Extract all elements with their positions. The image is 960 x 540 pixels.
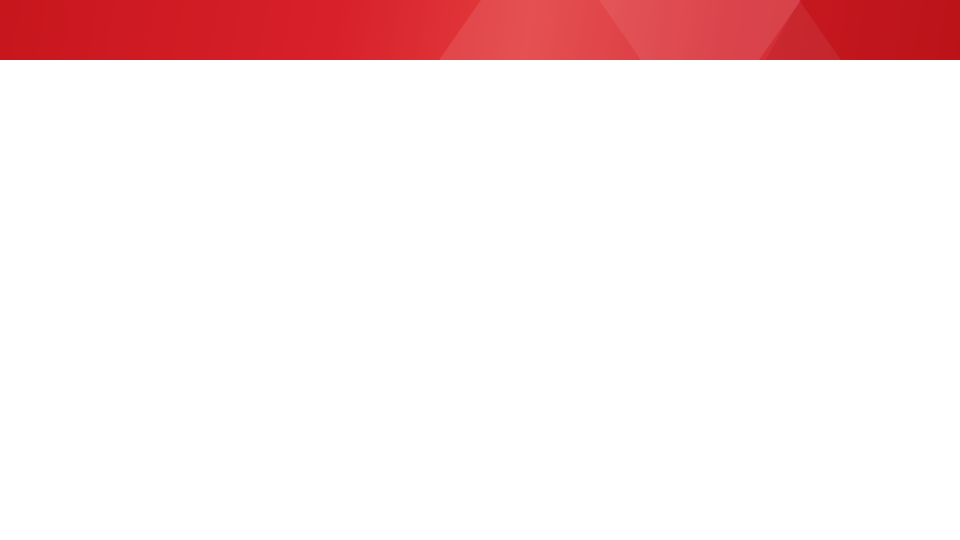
- header-banner: [0, 0, 960, 60]
- summary-paragraph: [12, 66, 952, 92]
